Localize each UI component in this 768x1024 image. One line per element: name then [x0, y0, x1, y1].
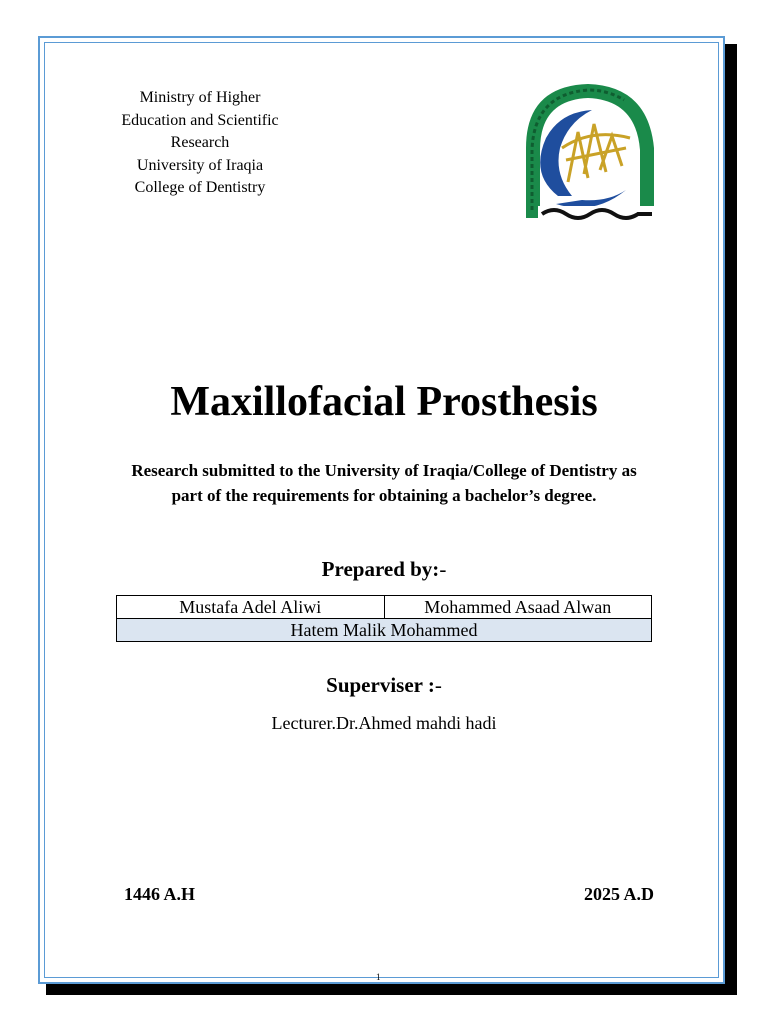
university-line: University of Iraqia: [136, 156, 264, 174]
author-name: Hatem Malik Mohammed: [117, 619, 652, 642]
page-number: 1: [376, 972, 381, 982]
prepared-by-label: Prepared by:: [321, 557, 440, 581]
page-title: Maxillofacial Prosthesis: [170, 379, 598, 425]
ministry-line: Ministry of Higher: [139, 89, 261, 106]
superviser-heading: [0, 673, 768, 698]
hijri-year: 1446 A.H: [124, 884, 196, 904]
authors-table: [116, 595, 652, 642]
university-logo-icon: [508, 78, 660, 226]
prepared-by-heading: [0, 557, 768, 582]
college-line: College of Dentistry: [134, 179, 266, 196]
prepared-by-dash: -: [439, 557, 447, 581]
superviser-dash: -: [434, 673, 442, 697]
gregorian-year: 2025 A.D: [583, 884, 654, 904]
ministry-header: [100, 87, 300, 200]
superviser-name: Lecturer.Dr.Ahmed mahdi hadi: [271, 713, 497, 733]
research-subtitle: Research submitted to the University of Iraqia/College of Dentistry as part of the requirements for obtaining a bachelor’s degree.: [131, 461, 637, 505]
ministry-line: Research: [170, 134, 230, 151]
table-row: [117, 596, 652, 619]
ministry-line: Education and Scientific: [121, 111, 279, 129]
author-name: Mohammed Asaad Alwan: [384, 596, 652, 619]
author-name: Mustafa Adel Aliwi: [117, 596, 385, 619]
table-row: [117, 619, 652, 642]
superviser-label: Superviser :: [326, 673, 435, 697]
